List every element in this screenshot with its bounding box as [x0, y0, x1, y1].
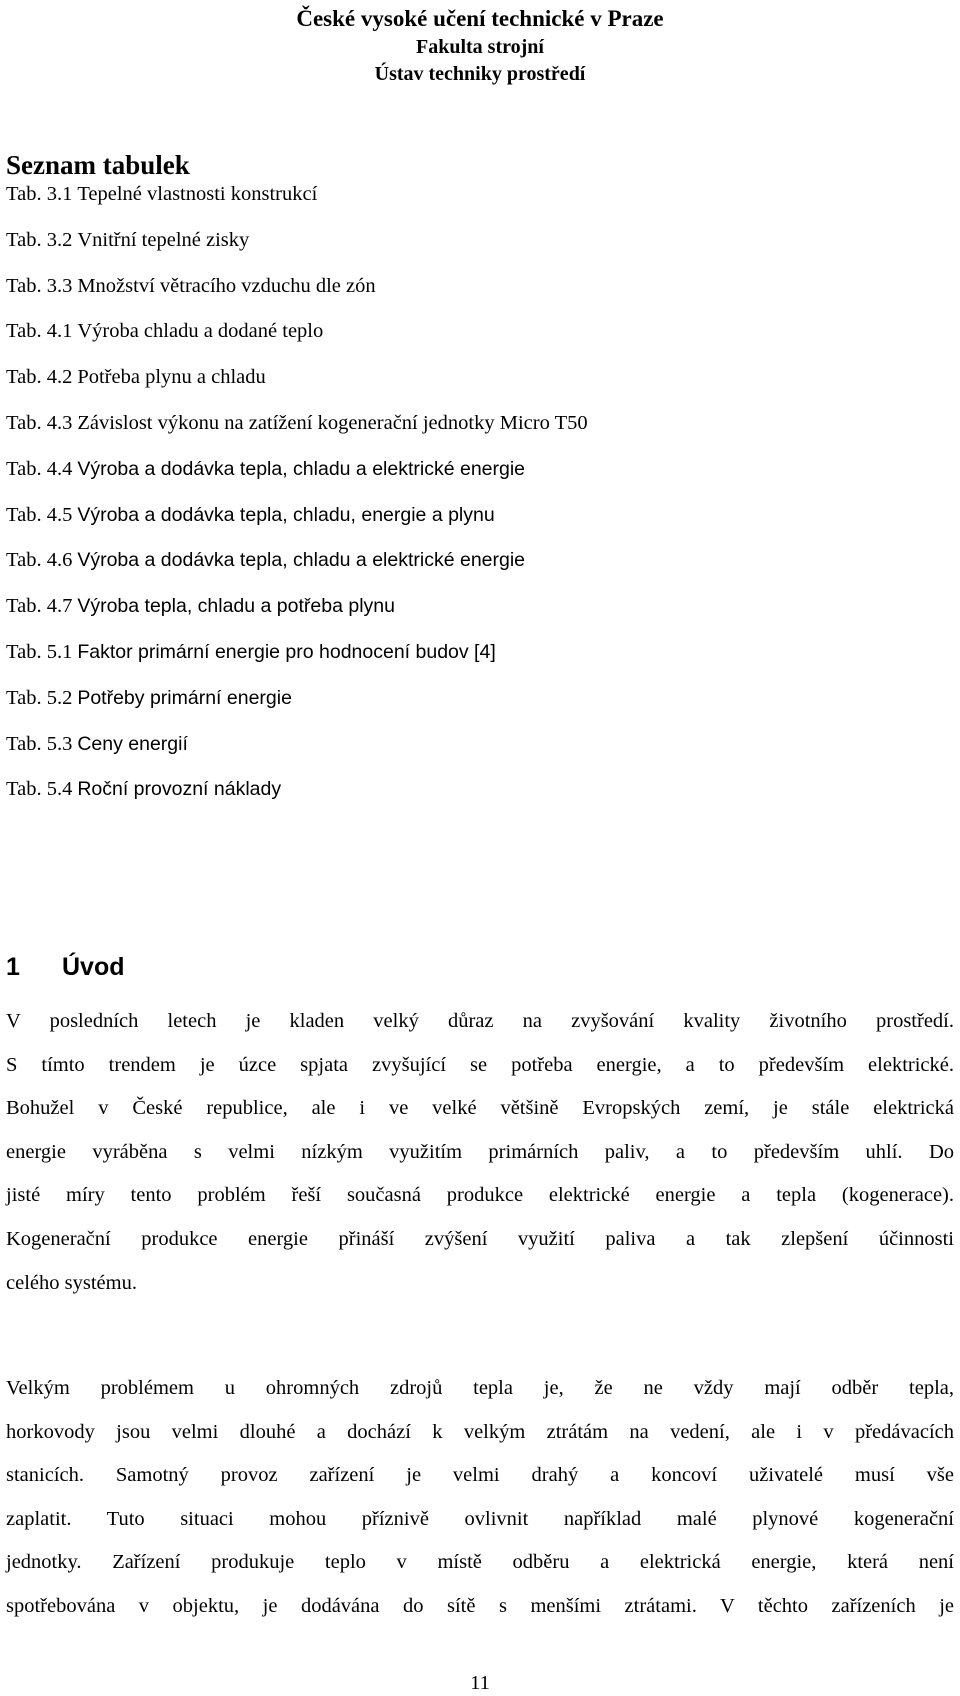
table-list-item [6, 447, 588, 493]
paragraph-line: Bohužel v České republice, ale i ve velké většině Evropských zemí, je stále elektrická [6, 1097, 954, 1120]
table-title: Množství větracího vzduchu dle zón [77, 274, 376, 297]
table-list-item [6, 493, 588, 539]
paragraph-line: Kogenerační produkce energie přináší zvýšení využití paliva a tak zlepšení účinnosti [6, 1227, 954, 1250]
table-number: Tab. 5.4 [6, 778, 73, 801]
paragraph-line: V posledních letech je kladen velký důraz na zvyšování kvality životního prostředí. [6, 1010, 954, 1032]
table-title: Faktor primární energie pro hodnocení budov [4] [77, 640, 496, 663]
body-paragraph [6, 1000, 954, 1305]
table-number: Tab. 5.3 [6, 732, 73, 755]
table-list-item [6, 722, 588, 768]
table-list-item [6, 355, 588, 401]
table-title: Výroba tepla, chladu a potřeba plynu [77, 595, 395, 618]
table-list-item [6, 172, 588, 218]
chapter-number: 1 [6, 953, 20, 981]
paragraph-line: zaplatit. Tuto situaci mohou příznivě ovlivnit například malé plynové kogenerační [6, 1507, 954, 1530]
table-list-item [6, 538, 588, 584]
body-paragraph [6, 1367, 954, 1629]
table-list-title: Seznam tabulek [6, 150, 190, 180]
page-number: 11 [470, 1672, 490, 1694]
table-number: Tab. 4.1 [6, 320, 73, 343]
paragraph-line: energie vyráběna s velmi nízkým využitím primárních paliv, a to především uhlí. Do [6, 1140, 954, 1163]
table-number: Tab. 4.7 [6, 595, 73, 618]
paragraph-line: celého systému. [6, 1271, 137, 1294]
table-title: Potřeba plynu a chladu [77, 366, 266, 389]
table-title: Roční provozní náklady [77, 778, 282, 801]
table-number: Tab. 5.1 [6, 640, 73, 663]
table-list-item [6, 401, 588, 447]
table-title: Výroba a dodávka tepla, chladu a elektrické energie [77, 549, 526, 572]
table-list-item [6, 584, 588, 630]
table-number: Tab. 4.3 [6, 411, 73, 434]
paragraph-line: stanicích. Samotný provoz zařízení je velmi drahý a koncoví uživatelé musí vše [6, 1464, 954, 1487]
paragraph-line: horkovody jsou velmi dlouhé a dochází k velkým ztrátám na vedení, ale i v předávacích [6, 1420, 954, 1443]
table-list-item [6, 630, 588, 676]
paragraph-line: S tímto trendem je úzce spjata zvyšující se potřeba energie, a to především elektrické. [6, 1053, 954, 1076]
table-number: Tab. 3.3 [6, 274, 73, 297]
table-number: Tab. 4.4 [6, 457, 73, 480]
table-number: Tab. 4.5 [6, 503, 73, 526]
table-title: Ceny energií [77, 732, 188, 755]
table-number: Tab. 4.6 [6, 549, 73, 572]
chapter-title: Úvod [62, 953, 125, 981]
table-title: Tepelné vlastnosti konstrukcí [77, 183, 318, 205]
university-name: České vysoké učení technické v Praze [296, 6, 664, 31]
institute-name: Ústav techniky prostředí [374, 63, 586, 85]
paragraph-line: jisté míry tento problém řeší současná produkce elektrické energie a tepla (kogenerace). [6, 1184, 954, 1207]
faculty-name: Fakulta strojní [416, 36, 544, 58]
table-title: Výroba chladu a dodané teplo [77, 320, 324, 343]
table-list-item [6, 309, 588, 355]
table-number: Tab. 5.2 [6, 686, 73, 709]
table-number: Tab. 4.2 [6, 366, 73, 389]
table-title: Potřeby primární energie [77, 686, 292, 709]
table-list-item [6, 218, 588, 264]
table-list-item [6, 767, 588, 813]
table-title: Závislost výkonu na zatížení kogenerační jednotky Micro T50 [77, 411, 588, 434]
table-number: Tab. 3.2 [6, 228, 73, 251]
table-list [6, 172, 588, 813]
table-list-item [6, 264, 588, 310]
table-number: Tab. 3.1 [6, 183, 73, 205]
chapter-heading [6, 950, 125, 984]
table-title: Vnitřní tepelné zisky [77, 228, 250, 251]
paragraph-line: Velkým problémem u ohromných zdrojů tepla je, že ne vždy mají odběr tepla, [6, 1377, 954, 1399]
paragraph-line: jednotky. Zařízení produkuje teplo v místě odběru a elektrická energie, která není [6, 1551, 954, 1574]
document-header [0, 4, 960, 88]
table-list-item [6, 676, 588, 722]
paragraph-line: spotřebována v objektu, je dodávána do sítě s menšími ztrátami. V těchto zařízeních je [6, 1594, 954, 1617]
table-title: Výroba a dodávka tepla, chladu a elektrické energie [77, 457, 526, 480]
table-title: Výroba a dodávka tepla, chladu, energie a plynu [77, 503, 495, 526]
